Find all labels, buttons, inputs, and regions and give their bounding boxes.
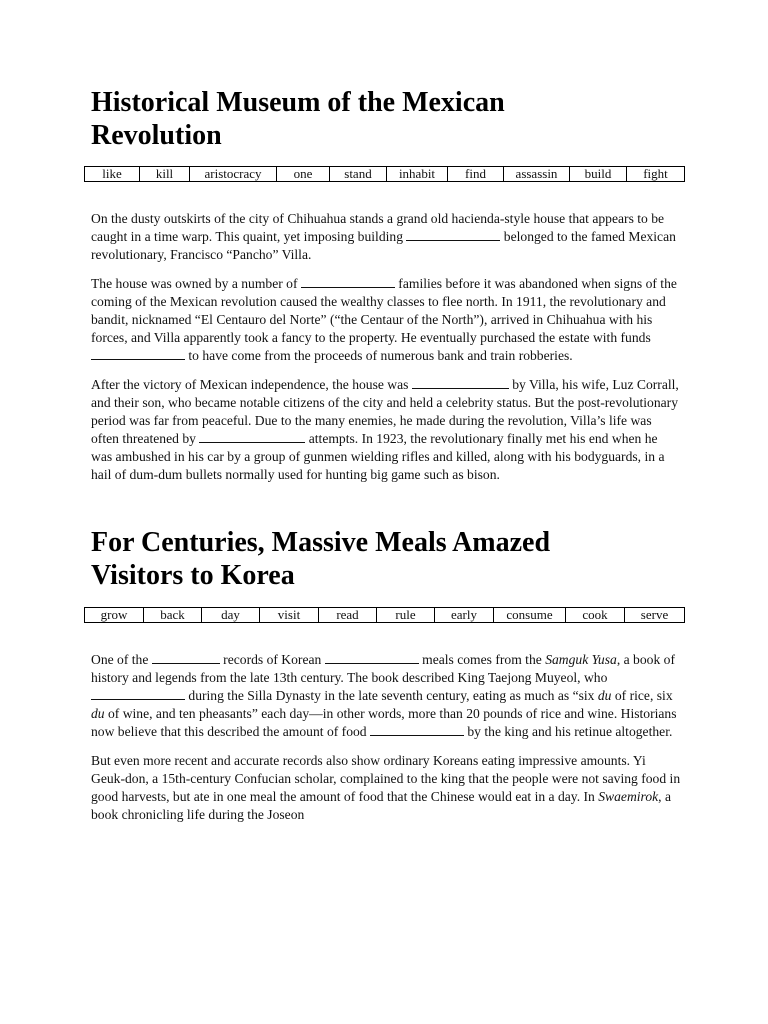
paragraph-text: The house was owned by a number of <box>91 276 301 291</box>
word-bank-1-cell: inhabit <box>387 167 448 182</box>
word-bank-1-cell: aristocracy <box>190 167 277 182</box>
word-bank-2-cell: early <box>435 608 494 623</box>
word-bank-1-cell: find <box>448 167 504 182</box>
paragraph-text: by the king and his retinue altogether. <box>463 724 673 739</box>
word-bank-1-cell: assassin <box>504 167 570 182</box>
word-bank-1-cell: stand <box>330 167 387 182</box>
fill-in-blank[interactable] <box>199 430 305 443</box>
worksheet-page <box>91 86 681 824</box>
word-bank-1-cell: build <box>570 167 627 182</box>
paragraph-text: belonged to the famed Mexican revolutionary, Francisco “Pancho” Villa. <box>91 229 676 262</box>
section-1-title <box>91 86 681 152</box>
word-bank-2-cell: visit <box>260 608 319 623</box>
book-title: Samguk Yusa <box>545 652 617 667</box>
fill-in-blank[interactable] <box>152 651 220 664</box>
fill-in-blank[interactable] <box>91 687 185 700</box>
paragraph-text: meals comes from the <box>418 652 546 667</box>
paragraph-text: during the Silla Dynasty in the late seventh century, eating as much as “six <box>185 688 598 703</box>
fill-in-blank[interactable] <box>412 376 509 389</box>
word-bank-2-cell: day <box>202 608 260 623</box>
section-1-title-line-1: Historical Museum of the Mexican <box>91 87 505 118</box>
section-1-paragraph-3 <box>91 376 681 484</box>
paragraph-text: attempts. In 1923, the revolutionary finally met his end when he was ambushed in his car by a group of gunmen wielding rifles and killed, along with his bodyguards, in a hail of dum-dum bullets normally used for hunting big game such as bison. <box>91 431 665 482</box>
word-bank-1-cell: one <box>277 167 330 182</box>
section-2-title <box>91 526 681 592</box>
word-bank-2-cell: grow <box>85 608 144 623</box>
word-bank-2-cell: consume <box>494 608 566 623</box>
section-1-paragraph-2 <box>91 275 681 365</box>
paragraph-text: , a book of history and legends from the late 13th century. The book described King Taejong Muyeol, who <box>91 652 675 685</box>
word-bank-1 <box>84 166 685 182</box>
paragraph-text: , a book chronicling life during the Joseon <box>91 789 671 822</box>
section-2-title-line-1: For Centuries, Massive Meals Amazed <box>91 527 551 558</box>
word-bank-2-cell: serve <box>625 608 685 623</box>
section-2-paragraph-1 <box>91 651 681 741</box>
word-bank-1-cell: like <box>85 167 140 182</box>
fill-in-blank[interactable] <box>325 651 419 664</box>
section-2-title-line-2: Visitors to Korea <box>91 560 295 591</box>
paragraph-text: But even more recent and accurate records also show ordinary Koreans eating impressive amounts. Yi Geuk-don, a 15th-century Confucian scholar, complained to the king that the people were not saving food in good harvests, but ate in one meal the amount of food that the Chinese would eat in a day. In <box>91 753 681 804</box>
paragraph-text: by Villa, his wife, Luz Corrall, and their son, who became notable citizens of the city and held a celebrity status. But the post-revolutionary period was far from peaceful. Due to the many enemies, he made during the revolution, Villa’s life was often threatened by <box>91 377 679 446</box>
word-bank-2-cell: back <box>144 608 202 623</box>
paragraph-text: of rice, six <box>611 688 673 703</box>
paragraph-text: On the dusty outskirts of the city of Chihuahua stands a grand old hacienda-style house that appears to be caught in a time warp. This quaint, yet imposing building <box>91 211 665 244</box>
fill-in-blank[interactable] <box>370 723 464 736</box>
word-bank-2-cell: read <box>319 608 377 623</box>
fill-in-blank[interactable] <box>301 275 395 288</box>
paragraph-text: One of the <box>91 652 152 667</box>
section-1-title-line-2: Revolution <box>91 120 222 151</box>
book-title: Swaemirok <box>598 789 659 804</box>
paragraph-text: families before it was abandoned when signs of the coming of the Mexican revolution caused the wealthy classes to flee north. In 1911, the revolutionary and bandit, nicknamed “El Centauro del Norte” (“the Centaur of the North”), arrived in Chihuahua with his forces, and Villa apparently took a fancy to the property. He eventually purchased the estate with funds <box>91 276 677 345</box>
word-bank-2-cell: cook <box>566 608 625 623</box>
paragraph-text: records of Korean <box>219 652 325 667</box>
word-bank-2-cell: rule <box>377 608 435 623</box>
word-bank-1-cell: fight <box>627 167 685 182</box>
fill-in-blank[interactable] <box>406 228 500 241</box>
paragraph-text: to have come from the proceeds of numerous bank and train robberies. <box>185 348 573 363</box>
unit-term: du <box>91 706 105 721</box>
fill-in-blank[interactable] <box>91 347 185 360</box>
section-2-paragraph-2 <box>91 752 681 824</box>
paragraph-text: After the victory of Mexican independence, the house was <box>91 377 412 392</box>
unit-term: du <box>597 688 612 703</box>
paragraph-text: of wine, and ten pheasants” each day—in other words, more than 20 pounds of rice and wine. Historians now believe that this described the amount of food <box>91 706 677 739</box>
word-bank-2 <box>84 607 685 623</box>
section-1-paragraph-1 <box>91 210 681 264</box>
word-bank-1-cell: kill <box>140 167 190 182</box>
